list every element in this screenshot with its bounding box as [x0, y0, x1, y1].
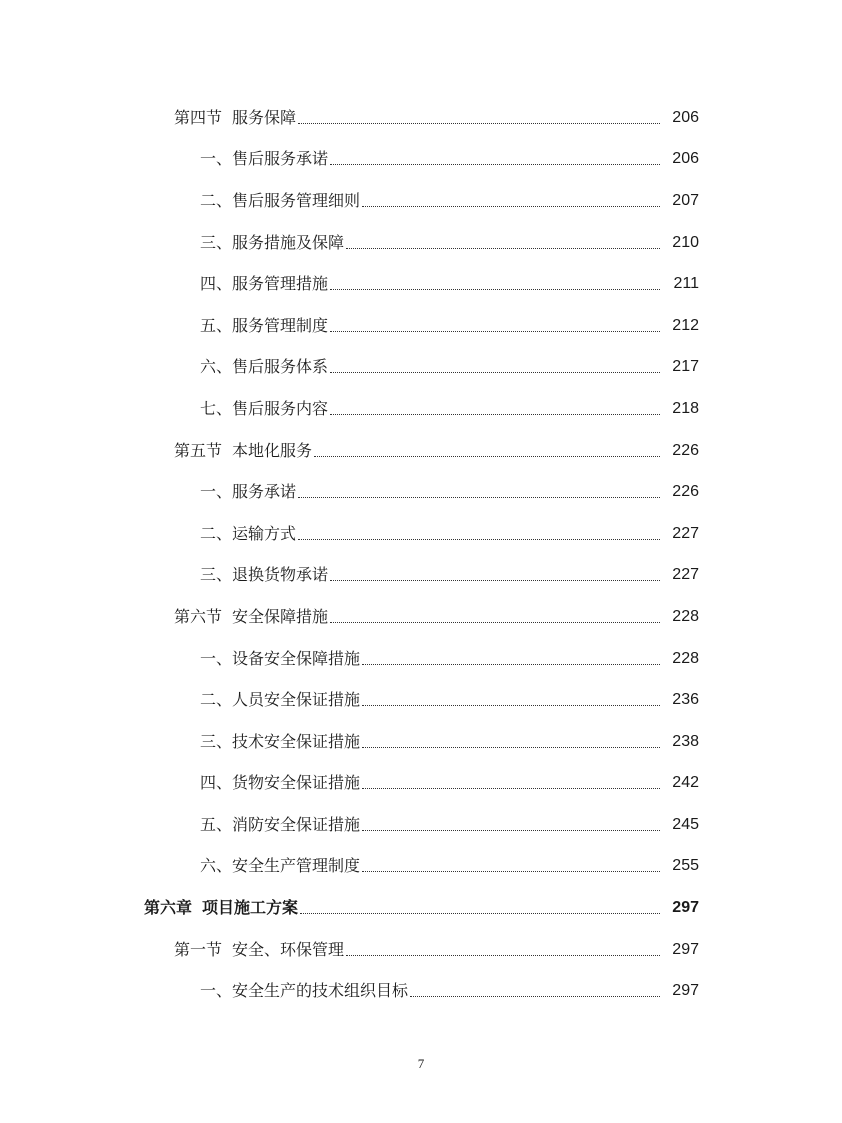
toc-entry-number: 第六章: [144, 898, 193, 918]
toc-entry-title: 技术安全保证措施: [232, 731, 361, 751]
toc-entry-number: 五、: [200, 814, 233, 834]
toc-entry-title: 售后服务体系: [232, 357, 329, 377]
toc-entry-title: 消防安全保证措施: [232, 814, 361, 834]
toc-entry-page: 297: [672, 940, 699, 958]
toc-entry-title: 安全、环保管理: [232, 939, 345, 959]
toc-entry[interactable]: [0, 721, 842, 763]
toc-entry-label: [200, 524, 296, 544]
toc-entry-label: [174, 607, 328, 627]
toc-entry-page: 228: [672, 649, 699, 667]
toc-dot-leader: [298, 482, 660, 502]
toc-entry-label: [200, 649, 360, 669]
table-of-contents: [0, 97, 842, 1012]
toc-entry-title: 安全生产管理制度: [232, 856, 361, 876]
toc-entry[interactable]: [0, 263, 842, 305]
toc-entry-page: 211: [673, 275, 699, 293]
toc-entry-number: 一、: [200, 648, 233, 668]
toc-entry[interactable]: [0, 929, 842, 971]
toc-entry[interactable]: [0, 513, 842, 555]
toc-dot-leader: [300, 898, 660, 918]
toc-entry-number: 六、: [200, 856, 233, 876]
toc-dot-leader: [410, 981, 660, 1001]
toc-entry[interactable]: [0, 305, 842, 347]
toc-entry-title: 设备安全保障措施: [232, 648, 361, 668]
toc-entry-number: 二、: [200, 690, 233, 710]
toc-entry-title: 服务管理制度: [232, 315, 329, 335]
toc-entry-title: 货物安全保证措施: [232, 773, 361, 793]
toc-entry-title: 本地化服务: [232, 440, 313, 460]
toc-entry-label: [174, 441, 312, 461]
toc-entry[interactable]: [0, 887, 842, 929]
toc-dot-leader: [298, 524, 660, 544]
toc-entry-number: 五、: [200, 315, 233, 335]
toc-entry-label: [200, 815, 360, 835]
toc-entry[interactable]: [0, 555, 842, 597]
toc-dot-leader: [362, 191, 660, 211]
toc-entry-page: 227: [672, 524, 699, 542]
toc-entry-page: 226: [672, 483, 699, 501]
toc-entry-title: 运输方式: [232, 523, 297, 543]
toc-dot-leader: [362, 773, 660, 793]
toc-entry-title: 售后服务承诺: [232, 149, 329, 169]
toc-dot-leader: [362, 732, 660, 752]
toc-entry-page: 217: [672, 358, 699, 376]
toc-entry-label: [200, 856, 360, 876]
toc-dot-leader: [362, 815, 660, 835]
toc-entry-number: 第一节: [174, 939, 223, 959]
toc-entry-number: 三、: [200, 731, 233, 751]
toc-entry-number: 第四节: [174, 107, 223, 127]
toc-entry-label: [200, 981, 408, 1001]
toc-entry[interactable]: [0, 139, 842, 181]
toc-entry-page: 236: [672, 691, 699, 709]
toc-entry-label: [200, 732, 360, 752]
toc-entry-title: 服务管理措施: [232, 274, 329, 294]
toc-entry-number: 二、: [200, 523, 233, 543]
toc-entry-title: 项目施工方案: [202, 898, 299, 918]
toc-entry-page: 207: [672, 191, 699, 209]
toc-entry-page: 255: [672, 857, 699, 875]
toc-entry[interactable]: [0, 596, 842, 638]
toc-dot-leader: [330, 357, 660, 377]
toc-entry-page: 227: [672, 566, 699, 584]
toc-entry[interactable]: [0, 471, 842, 513]
toc-entry-page: 226: [672, 441, 699, 459]
toc-dot-leader: [314, 441, 660, 461]
toc-entry-page: 218: [672, 399, 699, 417]
toc-entry-title: 售后服务内容: [232, 398, 329, 418]
toc-entry-title: 人员安全保证措施: [232, 690, 361, 710]
toc-entry-label: [200, 565, 328, 585]
toc-entry-number: 四、: [200, 773, 233, 793]
toc-entry-label: [200, 316, 328, 336]
toc-entry-title: 服务承诺: [232, 482, 297, 502]
toc-entry[interactable]: [0, 97, 842, 139]
toc-dot-leader: [362, 690, 660, 710]
toc-entry-page: 297: [672, 899, 699, 917]
toc-entry-number: 七、: [200, 398, 233, 418]
toc-entry-number: 一、: [200, 981, 233, 1001]
toc-entry-label: [174, 108, 296, 128]
toc-entry-title: 服务保障: [232, 107, 297, 127]
toc-entry-page: 238: [672, 732, 699, 750]
toc-entry-label: [200, 773, 360, 793]
toc-entry[interactable]: [0, 804, 842, 846]
toc-entry-page: 297: [672, 982, 699, 1000]
toc-entry-number: 第五节: [174, 440, 223, 460]
toc-entry-title: 退换货物承诺: [232, 565, 329, 585]
toc-dot-leader: [330, 565, 660, 585]
toc-dot-leader: [330, 316, 660, 336]
toc-dot-leader: [330, 274, 660, 294]
toc-entry-number: 四、: [200, 274, 233, 294]
toc-entry-label: [200, 482, 296, 502]
toc-entry[interactable]: [0, 222, 842, 264]
toc-entry-number: 二、: [200, 190, 233, 210]
toc-entry-label: [200, 191, 360, 211]
toc-entry-label: [200, 149, 328, 169]
page-number: 7: [417, 1056, 425, 1071]
toc-entry[interactable]: [0, 763, 842, 805]
toc-entry-number: 三、: [200, 232, 233, 252]
toc-entry-title: 安全保障措施: [232, 606, 329, 626]
toc-dot-leader: [298, 108, 660, 128]
toc-entry-number: 六、: [200, 357, 233, 377]
toc-entry-label: [144, 898, 298, 918]
toc-entry[interactable]: [0, 388, 842, 430]
toc-entry[interactable]: [0, 970, 842, 1012]
toc-entry-title: 服务措施及保障: [232, 232, 345, 252]
toc-entry-number: 一、: [200, 149, 233, 169]
toc-entry[interactable]: [0, 679, 842, 721]
toc-entry-label: [200, 274, 328, 294]
toc-entry-title: 安全生产的技术组织目标: [232, 981, 409, 1001]
toc-entry-number: 第六节: [174, 606, 223, 626]
toc-dot-leader: [330, 607, 660, 627]
toc-dot-leader: [346, 940, 660, 960]
toc-entry-label: [174, 940, 344, 960]
toc-entry-title: 售后服务管理细则: [232, 190, 361, 210]
toc-entry-page: 206: [672, 150, 699, 168]
toc-entry-page: 228: [672, 607, 699, 625]
toc-dot-leader: [330, 399, 660, 419]
toc-entry-number: 一、: [200, 482, 233, 502]
toc-entry-page: 206: [672, 108, 699, 126]
toc-dot-leader: [362, 856, 660, 876]
toc-entry[interactable]: [0, 347, 842, 389]
toc-entry-page: 212: [672, 316, 699, 334]
toc-entry-label: [200, 233, 344, 253]
toc-entry[interactable]: [0, 430, 842, 472]
toc-dot-leader: [330, 149, 660, 169]
toc-entry[interactable]: [0, 846, 842, 888]
toc-entry-label: [200, 690, 360, 710]
toc-entry-label: [200, 357, 328, 377]
toc-entry-page: 245: [672, 815, 699, 833]
toc-dot-leader: [346, 233, 660, 253]
toc-entry-label: [200, 399, 328, 419]
toc-dot-leader: [362, 649, 660, 669]
toc-entry-page: 242: [672, 774, 699, 792]
toc-entry[interactable]: [0, 180, 842, 222]
toc-entry[interactable]: [0, 638, 842, 680]
toc-entry-number: 三、: [200, 565, 233, 585]
toc-entry-page: 210: [672, 233, 699, 251]
